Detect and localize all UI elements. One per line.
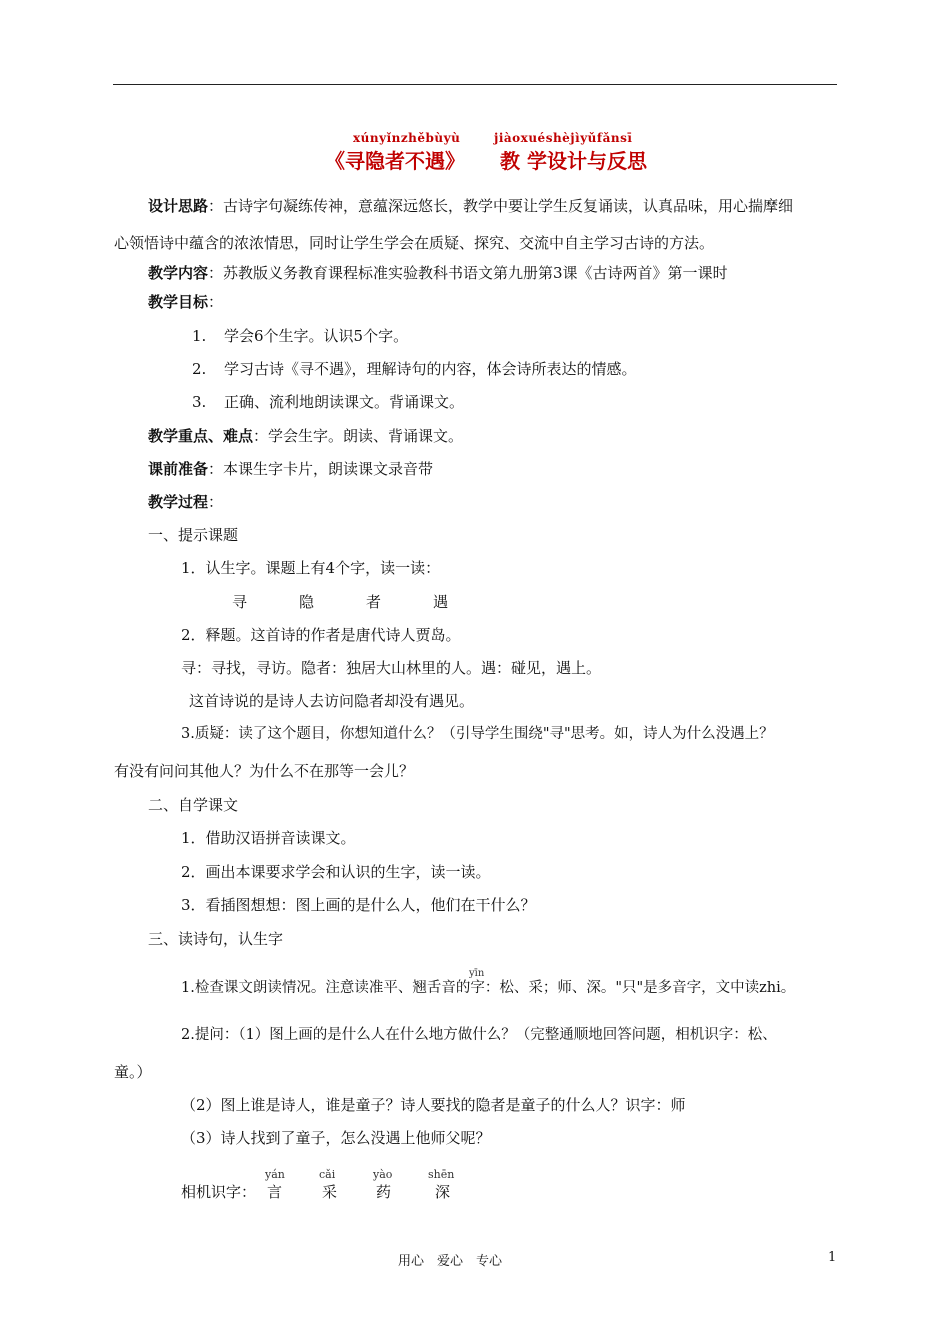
title-pinyin-right: jiàoxuéshèjìyǔfǎnsī [494, 131, 633, 145]
key-paragraph [148, 426, 463, 446]
footer-motto: 用心 爱心 专心 [398, 1254, 503, 1269]
content-paragraph [148, 263, 728, 283]
prep-paragraph [148, 459, 433, 479]
s1-p2: 2．释题。这首诗的作者是唐代诗人贾岛。 [181, 626, 461, 644]
title-char: 遇 [433, 593, 449, 611]
section-heading: 三、读诗句，认生字 [148, 930, 284, 948]
process-label: 教学过程 [148, 493, 209, 511]
s3-p3: （2）图上谁是诗人，谁是童子？诗人要找的隐者是童子的什么人？识字：师 [181, 1096, 686, 1114]
design-paragraph [148, 196, 793, 216]
char-pinyin: yán [265, 1168, 285, 1181]
key-text: ：学会生字。朗读、背诵课文。 [253, 427, 464, 445]
char: 言 [267, 1183, 283, 1201]
char: 深 [435, 1183, 451, 1201]
s2-item: 3．看插图想想：图上画的是什么人，他们在干什么？ [181, 896, 536, 914]
prep-text: ：本课生字卡片，朗读课文录音带 [208, 460, 434, 478]
char: 采 [322, 1183, 338, 1201]
goals-heading: 教学目标： [148, 293, 224, 311]
s3-p2a: 2.提问：（1）图上画的是什么人在什么地方做什么？（完整通顺地回答问题，相机识字：松、 [181, 1027, 777, 1043]
goal-item: 学习古诗《寻不遇》，理解诗句的内容，体会诗所表达的情感。 [224, 360, 637, 378]
char: 药 [376, 1183, 392, 1201]
pinyin-annotation: yīn [469, 968, 485, 979]
goal-item: 正确、流利地朗读课文。背诵课文。 [224, 393, 465, 411]
char-pinyin: yào [373, 1168, 393, 1181]
s1-p5a: 3.质疑：读了这个题目，你想知道什么？（引导学生围绕"寻"思考。如，诗人为什么没遇上？ [181, 726, 774, 742]
title-pinyin-left: xúnyǐnzhěbùyù [353, 131, 461, 145]
section-heading: 一、提示课题 [148, 526, 239, 544]
s1-p1: 1．认生字。课题上有4个字，读一读： [181, 559, 441, 577]
content-label: 教学内容 [148, 264, 209, 282]
goal-item: 学会6个生字。认识5个字。 [224, 327, 409, 345]
char-pinyin: shēn [428, 1168, 455, 1181]
s3-p2b: 童。） [114, 1063, 152, 1081]
page-title-right: 教 学设计与反思 [500, 149, 647, 173]
s1-p4: 这首诗说的是诗人去访问隐者却没有遇见。 [189, 692, 475, 710]
header-rule [113, 84, 837, 85]
s3-p5-label: 相机识字： [181, 1183, 257, 1201]
s1-p3: 寻：寻找，寻访。隐者：独居大山林里的人。遇：碰见，遇上。 [181, 659, 602, 677]
s1-p5b: 有没有问问其他人？为什么不在那等一会儿？ [114, 762, 415, 780]
s3-p4: （3）诗人找到了童子，怎么没遇上他师父呢？ [181, 1129, 491, 1147]
char-pinyin: cǎi [319, 1168, 336, 1181]
page-number: 1 [828, 1250, 837, 1265]
goal-num: 2. [192, 360, 207, 378]
goals-label: 教学目标 [148, 293, 209, 311]
design-label: 设计思路 [148, 197, 209, 215]
design-line2: 心领悟诗中蕴含的浓浓情思，同时让学生学会在质疑、探究、交流中自主学习古诗的方法。 [114, 234, 715, 252]
page-title-left: 《寻隐者不遇》 [325, 149, 465, 173]
key-label: 教学重点、难点 [148, 427, 254, 445]
title-char: 者 [366, 593, 382, 611]
title-char: 寻 [232, 593, 248, 611]
s2-item: 1．借助汉语拼音读课文。 [181, 829, 356, 847]
goal-num: 1. [192, 327, 207, 345]
prep-label: 课前准备 [148, 460, 209, 478]
process-heading: 教学过程： [148, 493, 224, 511]
design-line1: ：古诗字句凝练传神，意蕴深远悠长，教学中要让学生反复诵读，认真品味，用心揣摩细 [208, 197, 794, 215]
goal-num: 3. [192, 393, 207, 411]
s3-p1: 1.检查课文朗读情况。注意读准平、翘舌音的字：松、采；师、深。"只"是多音字，文中读zhi。 [181, 980, 796, 996]
content-text: ：苏教版义务教育课程标准实验教科书语文第九册第3课《古诗两首》第一课时 [208, 264, 728, 282]
section-heading: 二、自学课文 [148, 796, 239, 814]
s2-item: 2．画出本课要求学会和认识的生字，读一读。 [181, 863, 491, 881]
title-char: 隐 [299, 593, 315, 611]
